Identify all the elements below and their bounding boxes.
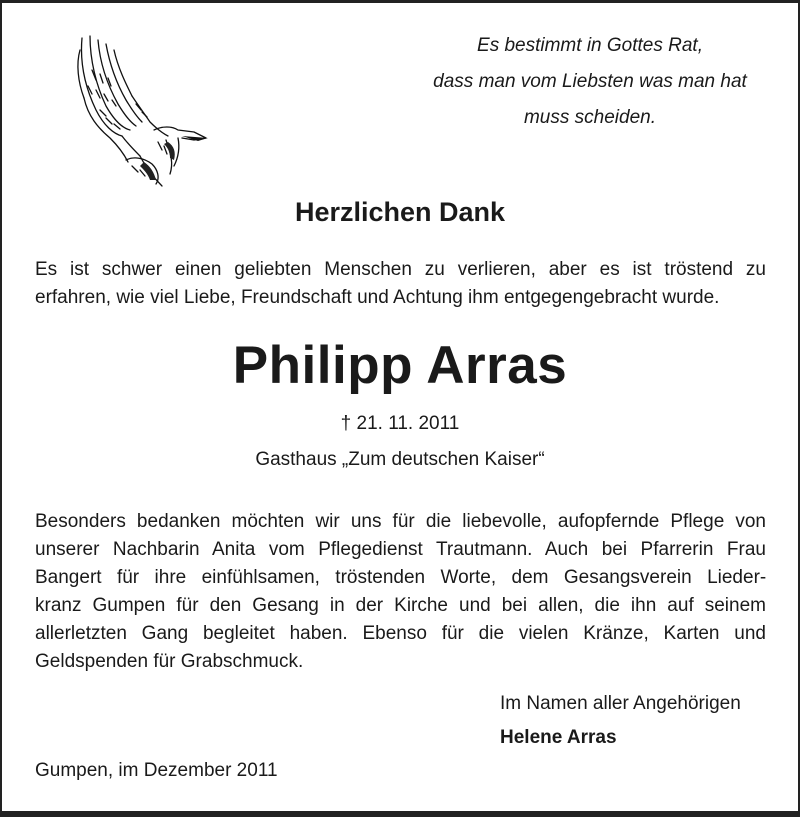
intro-line: Es ist schwer einen geliebten Menschen zu verlieren, aber es ist tröstend zu bbox=[35, 259, 766, 280]
deceased-place: Gasthaus „Zum deutschen Kaiser“ bbox=[255, 449, 545, 470]
body-line: Geldspenden für Grabschmuck. bbox=[35, 651, 304, 672]
signoff bbox=[500, 687, 741, 755]
heading-thanks: Herzlichen Dank bbox=[294, 197, 506, 227]
verse-line: muss scheiden. bbox=[523, 107, 656, 128]
body-line: unserer Nachbarin Anita vom Pflegedienst Trautmann. Auch bei Pfarrerin Frau bbox=[35, 539, 766, 560]
signoff-line: Im Namen aller Angehörigen bbox=[500, 693, 741, 714]
closing-place-date: Gumpen, im Dezember 2011 bbox=[35, 760, 278, 781]
verse-line: Es bestimmt in Gottes Rat, bbox=[477, 35, 703, 56]
intro-line: erfahren, wie viel Liebe, Freundschaft und Achtung ihm entgegengebracht wurde. bbox=[35, 287, 720, 308]
body-line: kranz Gumpen für den Gesang in der Kirche und bei allen, die ihn auf seinem bbox=[35, 595, 766, 616]
body-paragraph bbox=[35, 508, 766, 676]
signoff-name: Helene Arras bbox=[500, 727, 617, 748]
intro-paragraph bbox=[35, 256, 766, 312]
death-date: † 21. 11. 2011 bbox=[340, 413, 460, 434]
praying-hands-icon bbox=[70, 30, 210, 190]
deceased-name: Philipp Arras bbox=[232, 336, 568, 395]
verse-line: dass man vom Liebsten was man hat bbox=[433, 71, 747, 92]
body-line: Bangert für ihre einfühlsamen, tröstenden Worte, dem Gesangsverein Lieder- bbox=[35, 567, 767, 588]
verse bbox=[395, 28, 785, 136]
body-line: Besonders bedanken möchten wir uns für die liebevolle, aufopfernde Pflege von bbox=[35, 511, 766, 532]
body-line: allerletzten Gang begleitet haben. Ebenso für die vielen Kränze, Karten und bbox=[35, 623, 766, 644]
